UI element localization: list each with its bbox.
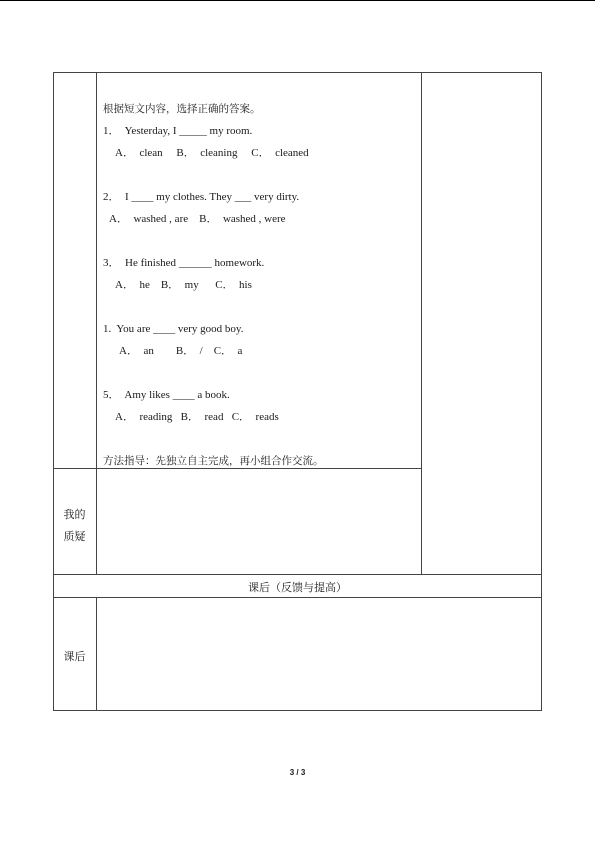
worksheet-table: [53, 72, 542, 710]
my-questions-label-line1: 我的: [63, 508, 86, 521]
notes-column-divider: [421, 72, 422, 574]
question-3-options: A． he B． my C． his: [115, 279, 252, 291]
after-class-column-divider: [96, 597, 97, 710]
instruction-text: 根据短文内容，选择正确的答案。: [103, 103, 261, 115]
page-number: 3 / 3: [289, 768, 306, 777]
row-divider-questions: [53, 468, 422, 469]
label-column-divider: [96, 72, 97, 574]
table-border-right: [541, 72, 542, 711]
table-border-top: [53, 72, 542, 73]
row-divider-section: [53, 574, 542, 575]
row-divider-after-class: [53, 597, 542, 598]
question-1-stem: 1． Yesterday, I _____ my room.: [103, 125, 253, 137]
question-1-options: A． clean B． cleaning C． cleaned: [115, 147, 309, 159]
table-border-bottom: [53, 710, 542, 711]
page-top-rule: [0, 0, 595, 1]
question-5-options: A． reading B． read C． reads: [115, 411, 279, 423]
my-questions-label: [53, 504, 96, 548]
question-3-stem: 3． He finished ______ homework.: [103, 257, 265, 269]
question-5-stem: 5． Amy likes ____ a book.: [103, 389, 230, 401]
question-4-options: A． an B． / C． a: [119, 345, 243, 357]
question-2-options: A． washed , are B． washed , were: [109, 213, 286, 225]
question-2-stem: 2． I ____ my clothes. They ___ very dirty.: [103, 191, 300, 203]
table-border-left: [53, 72, 54, 711]
after-class-label: 课后: [63, 650, 86, 663]
question-4-stem: 1. You are ____ very good boy.: [103, 323, 244, 335]
method-guidance: 方法指导：先独立自主完成，再小组合作交流。: [103, 455, 324, 467]
my-questions-label-line2: 质疑: [63, 530, 86, 543]
after-class-section-title: 课后（反馈与提高）: [248, 581, 347, 594]
